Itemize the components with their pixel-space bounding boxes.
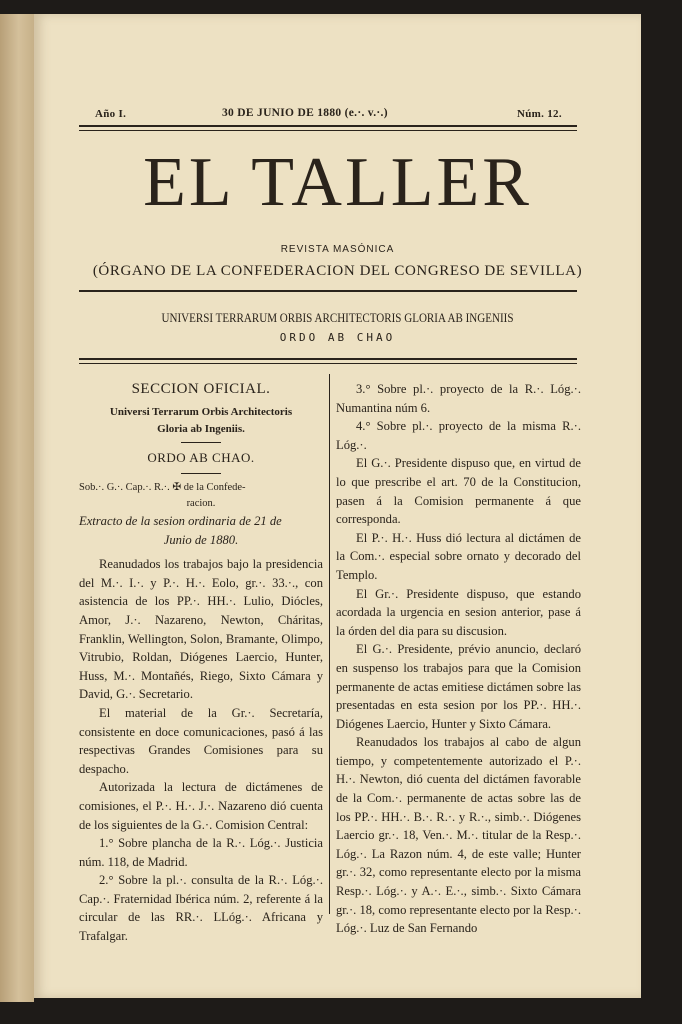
newspaper-page (34, 14, 641, 998)
masthead-subtitle: REVISTA MASÓNICA (280, 244, 395, 255)
header-rule-thick (79, 125, 577, 127)
section-sub-line-1: Universi Terrarum Orbis Architectoris (109, 406, 293, 418)
paragraph: 3.° Sobre pl.·. proyecto de la R.·. Lóg.·. Numantina núm 6. (336, 382, 581, 415)
section-sub-line-2: Gloria ab Ingeniis. (157, 423, 245, 435)
header-rule-thin (79, 130, 577, 131)
book-spine-edge (0, 14, 34, 1002)
paragraph: El G.·. Presidente, prévio anuncio, declaró en suspenso los trabajos para que la Comision permanente de actas emitiese dictámen sobre las presentadas en esta sesion por los PP.·. HH.·. Diógenes Laercio, Hunter y Sixto Cámara. (336, 642, 581, 731)
issue-date: 30 DE JUNIO DE 1880 (e.·. v.·.) (222, 107, 388, 119)
body-rule-thin (79, 363, 577, 364)
section-ordo: ORDO AB CHAO. (147, 450, 255, 465)
year-label: Año I. (95, 108, 127, 120)
paragraph: Reanudados los trabajos al cabo de algun tiempo, y competentemente autorizado el P.·. H.·. Newton, dió cuenta del dictámen favorable de la Com.·. permanente de actas sobre las de los PP.·. HH.·. B.·. R.·. y R.·., simb.·. Diógenes Laercio gr.·. 18, Ven.·. M.·. titular de la Resp.·. Lóg.·. La Razon núm. 4, de este valle; Hunter gr.·. 32, como representante electo por la misma Resp.·. Lóg.·. y A.·. E.·., simb.·. Sixto Cámara gr.·. 18, como representante electo por la Resp.·. Lóg.·. Luz de San Fernando (336, 735, 581, 936)
short-divider (181, 442, 221, 443)
paragraph: Reanudados los trabajos bajo la presidencia del M.·. I.·. y P.·. H.·. Eolo, gr.·. 33.·., con asistencia de los PP.·. HH.·. Lulio, Diócles, Amor, J.·. Nazareno, Newton, Cháritas, Franklin, Wellington, Solon, Bramante, Olimpo, Vitrubio, Roldan, Diógenes Laercio, Hunter, Huss, M.·. Montañés, Riego, Sixto Cámara y David, G.·. Secretario. (79, 557, 323, 702)
sob-line-2: racion. (186, 498, 216, 509)
paragraph: El material de la Gr.·. Secretaría, consistente en doce comunicaciones, pasó á las respectivas Grandes Comisiones para su despacho. (79, 705, 323, 776)
paragraph: El Gr.·. Presidente dispuso, que estando acordada la urgencia en sesion anterior, pase á la órden del dia para su discusion. (336, 586, 581, 638)
left-column (79, 378, 323, 946)
masthead-title: EL TALLER (143, 144, 532, 221)
masthead-ordo: ORDO AB CHAO (279, 331, 396, 344)
paragraph: El G.·. Presidente dispuso que, en virtud de lo que prescribe el art. 70 de la Constitucion, pasen á la Comision permanente á que corresponda. (336, 456, 581, 527)
right-column (336, 380, 581, 938)
column-divider (329, 374, 330, 914)
short-divider (181, 473, 221, 474)
extract-line-1: Extracto de la sesion ordinaria de 21 de (79, 514, 282, 528)
body-rule-thick (79, 358, 577, 360)
extract-line-2: Junio de 1880. (163, 532, 239, 547)
masthead-rule (79, 290, 577, 292)
issue-number: Núm. 12. (517, 108, 562, 120)
masthead-organ: (ÓRGANO DE LA CONFEDERACION DEL CONGRESO DE SEVILLA) (92, 263, 583, 279)
section-title: SECCION OFICIAL. (131, 381, 271, 397)
sob-line-1: Sob.·. G.·. Cap.·. R.·. ✠ de la Confede- (79, 482, 246, 493)
paragraph: 4.° Sobre pl.·. proyecto de la misma R.·. Lóg.·. (336, 419, 581, 452)
paragraph: 1.° Sobre plancha de la R.·. Lóg.·. Justicia núm. 118, de Madrid. (79, 836, 323, 869)
paragraph: El P.·. H.·. Huss dió lectura al dictámen de la Com.·. especial sobre ornato y decorado del Templo. (336, 530, 581, 582)
masthead-motto: UNIVERSI TERRARUM ORBIS ARCHITECTORIS GLORIA AB INGENIIS (161, 310, 514, 325)
paragraph: Autorizada la lectura de dictámenes de comisiones, el P.·. H.·. J.·. Nazareno dió cuenta de los siguientes de la G.·. Comision Central: (79, 780, 323, 832)
paragraph: 2.° Sobre la pl.·. consulta de la R.·. Lóg.·. Cap.·. Fraternidad Ibérica núm. 2, referente á la circular de las RR.·. LLóg.·. Africana y Trafalgar. (79, 873, 323, 944)
